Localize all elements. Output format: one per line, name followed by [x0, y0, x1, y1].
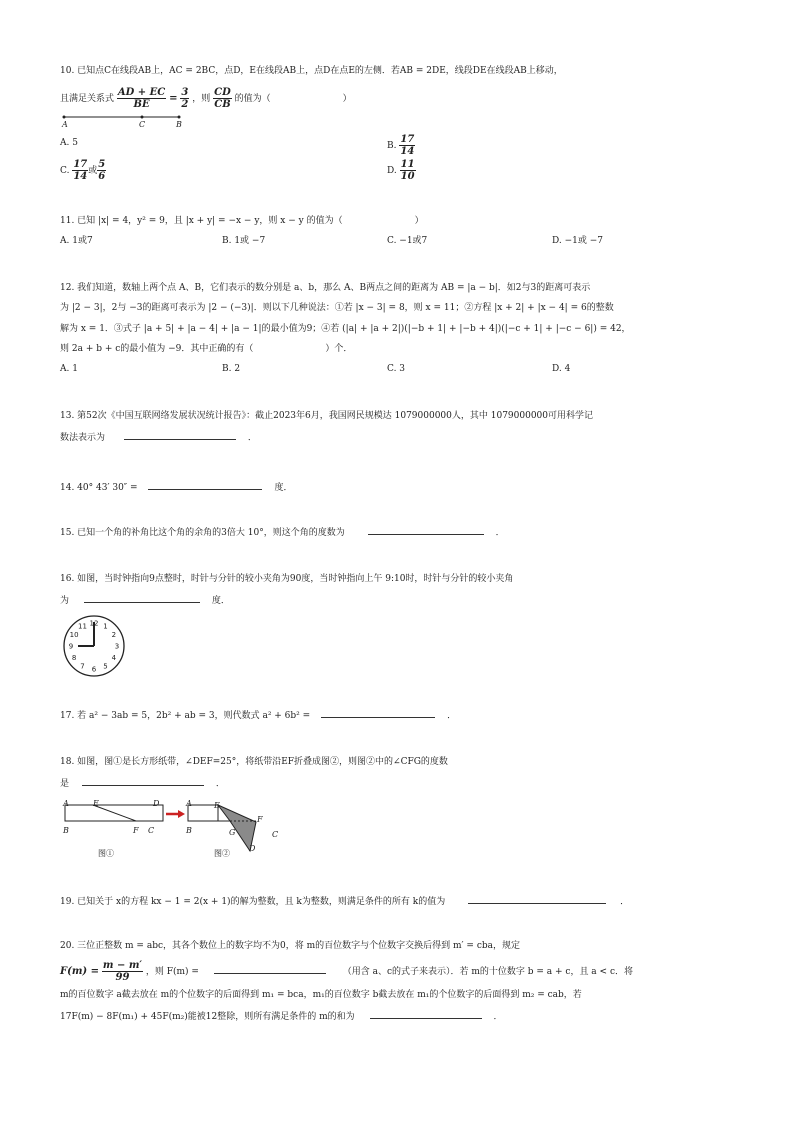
q10-option-c: C. $\frac{17}{14}$ 或 $\frac{5}{6}$	[60, 159, 106, 182]
q13-answer-blank[interactable]	[124, 430, 236, 440]
q20-answer-blank-1[interactable]	[214, 964, 326, 974]
fig2-label-g: G	[229, 828, 236, 837]
fig2-label-d: D	[249, 844, 256, 853]
q19-answer-blank[interactable]	[468, 894, 606, 904]
fig2-label-e: E	[214, 801, 220, 810]
q12-line4: 则 2a + b + c的最小值为 −9．其中正确的有（ ）个．	[60, 344, 353, 354]
q15-answer-blank[interactable]	[368, 525, 484, 535]
clock-number-7: 7	[80, 662, 85, 671]
q12-line1: 12. 我们知道，数轴上两个点 A、B，它们表示的数分别是 a、b，那么 A、B两点之间的距离为 AB = |a − b|．如2与3的距离可表示	[60, 283, 591, 293]
clock-number-4: 4	[111, 654, 117, 662]
fig2-label-b: B	[186, 826, 192, 835]
q10-option-d: D. $\frac{11}{10}$	[387, 159, 415, 182]
q10-segment-figure	[60, 112, 190, 132]
q12-option-a: A. 1	[60, 364, 78, 374]
clock-number-2: 2	[111, 631, 117, 639]
fig2-label-c: C	[272, 830, 279, 839]
q10-line2: 且满足关系式 $\frac{AD + EC}{BE}$ = $\frac{3}{2}$ ，则 $\frac{CD}{CB}$ 的值为（ ）	[60, 87, 352, 110]
q10-line1: 10. 已知点C在线段AB上，AC = 2BC，点D，E在线段AB上，点D在点E的左侧．若AB = 2DE，线段DE在线段AB上移动，	[60, 66, 563, 76]
q14-stem: 14. 40° 43′ 30″ = 度．	[60, 480, 292, 494]
q10-option-b: B. $\frac{17}{14}$	[387, 134, 415, 157]
fig1-label-d: D	[153, 799, 160, 808]
q18-line2: 是 ．	[60, 776, 225, 790]
fig2-label-a: A	[186, 799, 192, 808]
clock-number-12: 12	[89, 619, 99, 628]
q10-fraction-3: $\frac{CD}{CB}$	[214, 87, 231, 110]
q12-line3: 解为 x = 1．③式子 |a + 5| + |a − 4| + |a − 1|的最小值为9；④若 (|a| + |a + 2|)(|−b + 1| + |−b + 4|)(|−c + 1| + |−c − 6|) = 42，	[60, 324, 631, 334]
q16-line2: 为 度．	[60, 593, 230, 607]
q17-stem: 17. 若 a² − 3ab = 5，2b² + ab = 3，则代数式 a² + 6b² = ．	[60, 708, 456, 722]
q12-line2: 为 |2 − 3|，2与 −3的距离可表示为 |2 − (−3)|．则以下几种说法：①若 |x − 3| = 8，则 x = 11；②方程 |x + 2| + |x − 4| = 6的整数	[60, 303, 614, 313]
q20-answer-blank-2[interactable]	[370, 1009, 482, 1019]
q16-line1: 16. 如图，当时钟指向9点整时，时针与分针的较小夹角为90度，当时钟指向上午 9:10时，时针与分针的较小夹角	[60, 574, 514, 584]
q16-answer-blank[interactable]	[84, 593, 200, 603]
q12-option-d: D. 4	[552, 364, 571, 374]
q10-fraction-2: $\frac{3}{2}$	[181, 87, 189, 110]
point-a-label: A	[62, 120, 68, 129]
q11-option-c: C. −1或7	[387, 236, 428, 246]
q11-option-b: B. 1或 −7	[222, 236, 266, 246]
q20-line3: m的百位数字 a截去放在 m的个位数字的后面得到 m₁ = bca，m₁的百位数字 b截去放在 m₁的个位数字的后面得到 m₂ = cab，若	[60, 990, 582, 1000]
fig2-label-f: F	[257, 815, 263, 824]
q18-line1: 18. 如图，图①是长方形纸带，∠DEF=25°，将纸带沿EF折叠成图②，则图②中的∠CFG的度数	[60, 757, 448, 767]
clock-number-8: 8	[71, 654, 77, 662]
q12-option-b: B. 2	[222, 364, 241, 374]
fig1-label-f: F	[133, 826, 139, 835]
q17-answer-blank[interactable]	[321, 708, 435, 718]
q11-option-a: A. 1或7	[60, 236, 93, 246]
q20-line2: F(m) = $\frac{m - m'}{99}$ ，则 F(m) = （用含 a、c的式子来表示）．若 m的十位数字 b = a + c，且 a < c．将	[60, 960, 633, 983]
q10-fraction-1: $\frac{AD + EC}{BE}$	[117, 87, 166, 110]
clock-number-6: 6	[91, 665, 97, 674]
point-b-label: B	[176, 120, 182, 129]
clock-number-1: 1	[103, 622, 108, 631]
q13-line2: 数法表示为 ．	[60, 430, 257, 444]
q15-stem: 15. 已知一个角的补角比这个角的余角的3倍大 10°，则这个角的度数为 ．	[60, 525, 505, 539]
q19-stem: 19. 已知关于 x的方程 kx − 1 = 2(x + 1)的解为整数，且 k为整数，则满足条件的所有 k的值为 ．	[60, 894, 629, 908]
q11-option-d: D. −1或 −7	[552, 236, 604, 246]
q11-stem: 11. 已知 |x| = 4，y² = 9，且 |x + y| = −x − y，则 x − y 的值为（ ）	[60, 216, 424, 226]
q18-answer-blank[interactable]	[82, 776, 204, 786]
fig1-label-e: E	[93, 799, 99, 808]
q13-line1: 13. 第52次《中国互联网络发展状况统计报告》：截止2023年6月，我国网民规模达 1079000000人，其中 1079000000可用科学记	[60, 411, 594, 421]
fig1-label-a: A	[63, 799, 69, 808]
fig1-label-b: B	[63, 826, 69, 835]
fig1-label-c: C	[148, 826, 155, 835]
clock-number-9: 9	[68, 642, 74, 651]
clock-number-10: 10	[69, 631, 79, 639]
clock-number-11: 11	[78, 622, 87, 631]
q10-option-a: A. 5	[60, 138, 78, 148]
q14-answer-blank[interactable]	[148, 480, 262, 490]
q20-line4: 17F(m) − 8F(m₁) + 45F(m₂)能被12整除，则所有满足条件的 m的和为 ．	[60, 1009, 503, 1023]
point-c-label: C	[139, 120, 146, 129]
clock-number-5: 5	[103, 662, 108, 671]
clock-figure	[62, 614, 126, 678]
q10-text: 且满足关系式	[60, 94, 115, 104]
clock-number-3: 3	[114, 642, 120, 651]
q20-line1: 20. 三位正整数 m = abc，其各个数位上的数字均不为0，将 m的百位数字与个位数字交换后得到 m′ = cba，规定	[60, 941, 520, 951]
q12-option-c: C. 3	[387, 364, 406, 374]
q20-fraction: $\frac{m - m'}{99}$	[102, 960, 143, 983]
fig1-caption: 图①	[98, 849, 114, 858]
fig2-caption: 图②	[214, 849, 230, 858]
